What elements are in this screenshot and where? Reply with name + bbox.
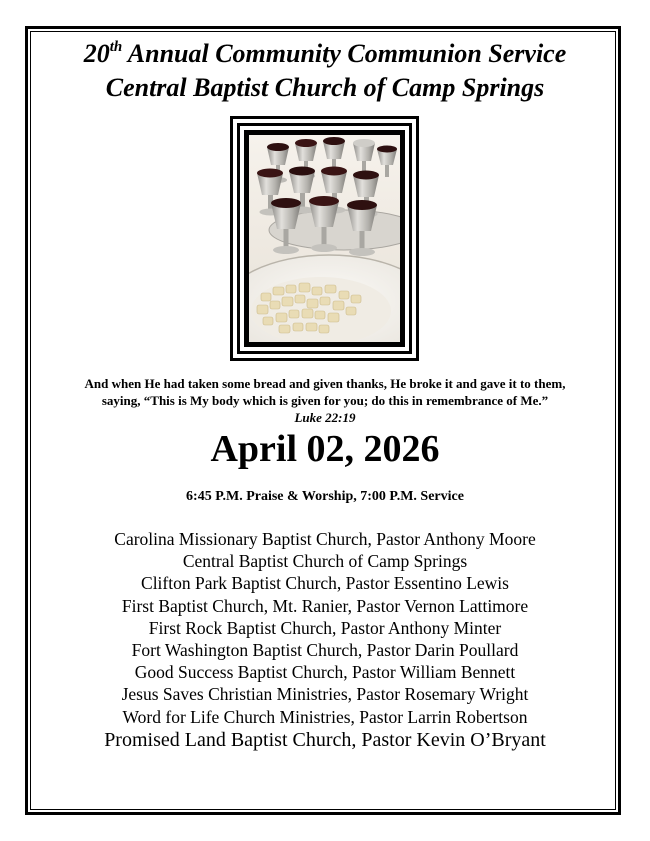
cup-group-front [271,196,377,256]
event-title [25,39,625,69]
bread-plate [249,255,400,342]
scripture-line-2: saying, “This is My body which is given for you; do this in remembrance of Me.” [101,393,549,408]
church-item: Jesus Saves Christian Ministries, Pastor Rosemary Wright [121,684,529,705]
scripture-reference: Luke 22:19 [294,410,356,425]
church-item: Central Baptist Church of Camp Springs [182,551,468,572]
church-item: First Baptist Church, Mt. Ranier, Pastor Vernon Lattimore [121,595,529,616]
title-ordinal: 20 [83,39,110,68]
church-item: Clifton Park Baptist Church, Pastor Essentino Lewis [141,573,509,594]
event-times: 6:45 P.M. Praise & Worship, 7:00 P.M. Service [186,489,464,504]
church-subtitle: Central Baptist Church of Camp Springs [105,73,545,102]
church-item: Good Success Baptist Church, Pastor William Bennett [134,662,516,683]
communion-photo [249,135,400,342]
church-item: Fort Washington Baptist Church, Pastor Darin Poullard [131,640,519,661]
church-item: First Rock Baptist Church, Pastor Anthony Minter [148,617,502,638]
church-item: Word for Life Church Ministries, Pastor Larrin Robertson [122,706,528,727]
church-item: Promised Land Baptist Church, Pastor Kevin O’Bryant [104,728,546,751]
event-date: April 02, 2026 [210,428,440,470]
church-item: Carolina Missionary Baptist Church, Pastor Anthony Moore [114,529,536,549]
scripture-line-1: And when He had taken some bread and given thanks, He broke it and gave it to them, [84,376,566,391]
title-superscript: th [109,39,123,55]
participating-churches-list [35,528,615,752]
title-rest: Annual Community Communion Service [122,39,567,68]
